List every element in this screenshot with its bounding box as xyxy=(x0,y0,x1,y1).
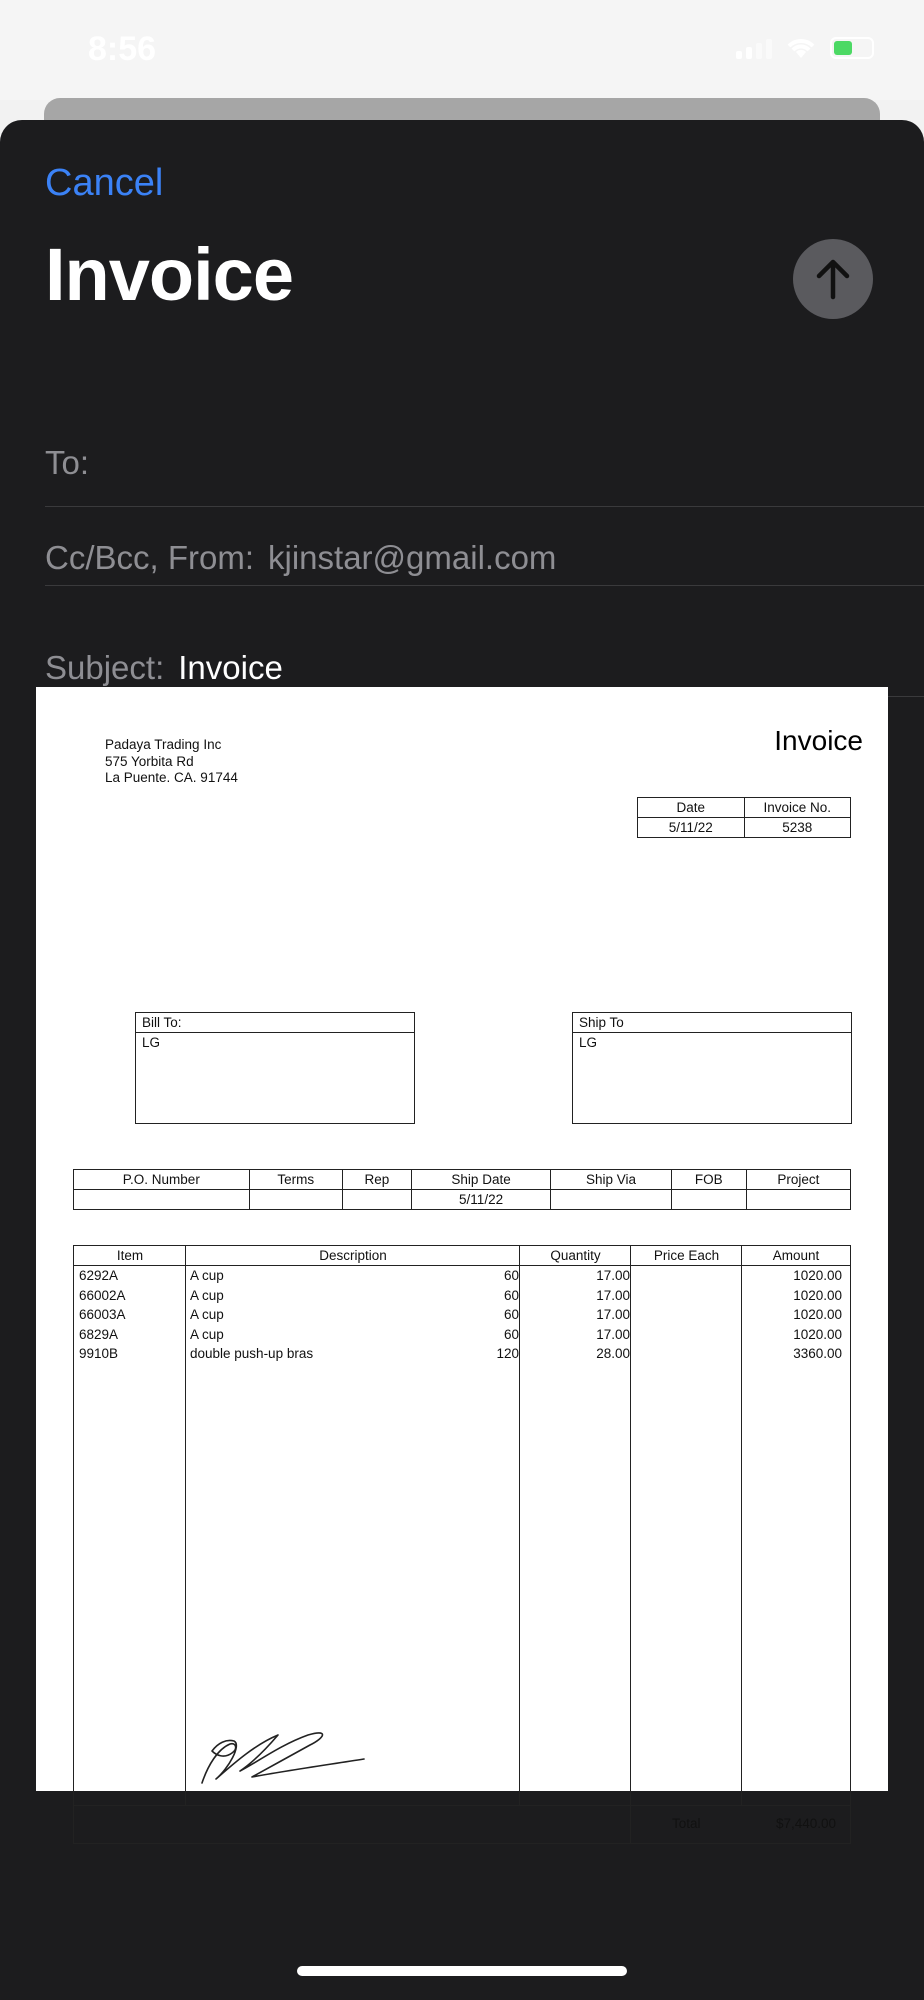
bill-to-value: LG xyxy=(142,1035,161,1050)
to-label: To: xyxy=(45,444,90,481)
to-field[interactable] xyxy=(45,420,924,507)
send-button[interactable] xyxy=(793,239,873,319)
project-value xyxy=(746,1190,850,1210)
ship-date-value: 5/11/22 xyxy=(411,1190,550,1210)
row-price: 17.00 xyxy=(596,1326,630,1342)
invoice-number: 5238 xyxy=(744,818,851,838)
rep-value xyxy=(342,1190,411,1210)
row-price: 17.00 xyxy=(596,1268,630,1283)
bill-to-label: Bill To: xyxy=(136,1013,414,1033)
company-street: 575 Yorbita Rd xyxy=(105,753,194,769)
row-description: double push-up bras xyxy=(190,1346,314,1361)
price-each-header: Price Each xyxy=(653,1248,720,1263)
row-description: A cup xyxy=(190,1287,224,1303)
row-price: 17.00 xyxy=(596,1287,630,1303)
fob-value xyxy=(671,1190,746,1210)
items-footer xyxy=(74,1805,850,1843)
cancel-button[interactable]: Cancel xyxy=(45,162,164,204)
cellular-signal-icon xyxy=(736,37,772,59)
row-quantity: 60 xyxy=(503,1287,519,1303)
company-name: Padaya Trading Inc xyxy=(105,737,222,752)
from-label: Cc/Bcc, From: xyxy=(45,538,255,576)
row-description: A cup xyxy=(190,1307,224,1322)
row-item: 6829A xyxy=(79,1326,119,1342)
invoice-no-header: Invoice No. xyxy=(744,798,851,818)
row-amount: 1020.00 xyxy=(793,1268,842,1283)
row-description: A cup xyxy=(190,1326,224,1342)
arrow-up-icon xyxy=(813,257,853,301)
from-value: kjinstar@gmail.com xyxy=(268,538,557,576)
order-info-table xyxy=(73,1169,851,1210)
row-amount: 1020.00 xyxy=(793,1326,842,1342)
cc-bcc-from-field[interactable] xyxy=(45,530,924,586)
company-address xyxy=(105,737,238,787)
row-description: A cup xyxy=(190,1268,224,1283)
signature xyxy=(196,1719,396,1789)
ship-to-box xyxy=(572,1012,852,1124)
compose-title: Invoice xyxy=(45,233,293,316)
terms-value xyxy=(249,1190,342,1210)
invoice-title: Invoice xyxy=(774,725,863,756)
items-table xyxy=(73,1245,851,1844)
invoice-attachment[interactable] xyxy=(36,687,888,1831)
subject-label: Subject: xyxy=(45,648,165,686)
date-header: Date xyxy=(638,798,745,818)
status-icons xyxy=(736,36,874,60)
date-table xyxy=(637,797,851,838)
ship-to-value: LG xyxy=(579,1035,598,1050)
row-item: 66002A xyxy=(79,1287,126,1303)
table-row xyxy=(74,1266,850,1286)
items-header xyxy=(74,1246,850,1266)
status-time: 8:56 xyxy=(88,30,157,68)
row-price: 17.00 xyxy=(596,1307,630,1322)
row-amount: 1020.00 xyxy=(793,1307,842,1322)
row-item: 66003A xyxy=(79,1307,126,1322)
rep-header: Rep xyxy=(342,1170,411,1190)
battery-icon xyxy=(830,37,874,59)
subject-value: Invoice xyxy=(178,648,283,686)
row-amount: 1020.00 xyxy=(793,1287,842,1303)
table-row xyxy=(74,1305,850,1325)
po-number-header: P.O. Number xyxy=(74,1170,250,1190)
description-header: Description xyxy=(319,1248,387,1263)
ship-to-label: Ship To xyxy=(573,1013,851,1033)
row-item: 6292A xyxy=(79,1268,119,1283)
project-header: Project xyxy=(746,1170,850,1190)
item-header: Item xyxy=(116,1248,144,1263)
home-indicator[interactable] xyxy=(297,1966,627,1976)
fob-header: FOB xyxy=(671,1170,746,1190)
row-price: 28.00 xyxy=(596,1346,630,1361)
ship-via-header: Ship Via xyxy=(551,1170,672,1190)
total-label: Total xyxy=(672,1816,701,1831)
quantity-header: Quantity xyxy=(550,1248,601,1263)
bill-to-box xyxy=(135,1012,415,1124)
table-row xyxy=(74,1325,850,1345)
row-quantity: 60 xyxy=(503,1268,519,1283)
row-amount: 3360.00 xyxy=(793,1346,842,1361)
company-city: La Puente. CA. 91744 xyxy=(105,770,238,785)
table-row xyxy=(74,1344,850,1364)
status-bar xyxy=(0,0,924,100)
invoice-date: 5/11/22 xyxy=(638,818,745,838)
row-quantity: 60 xyxy=(503,1307,519,1322)
table-row xyxy=(74,1286,850,1306)
row-quantity: 120 xyxy=(496,1346,519,1361)
row-quantity: 60 xyxy=(503,1326,519,1342)
wifi-icon xyxy=(784,36,818,60)
ship-date-header: Ship Date xyxy=(411,1170,550,1190)
po-number-value xyxy=(74,1190,250,1210)
row-item: 9910B xyxy=(79,1346,119,1361)
ship-via-value xyxy=(551,1190,672,1210)
amount-header: Amount xyxy=(772,1248,820,1263)
terms-header: Terms xyxy=(249,1170,342,1190)
total-amount: $7,440.00 xyxy=(775,1816,836,1831)
